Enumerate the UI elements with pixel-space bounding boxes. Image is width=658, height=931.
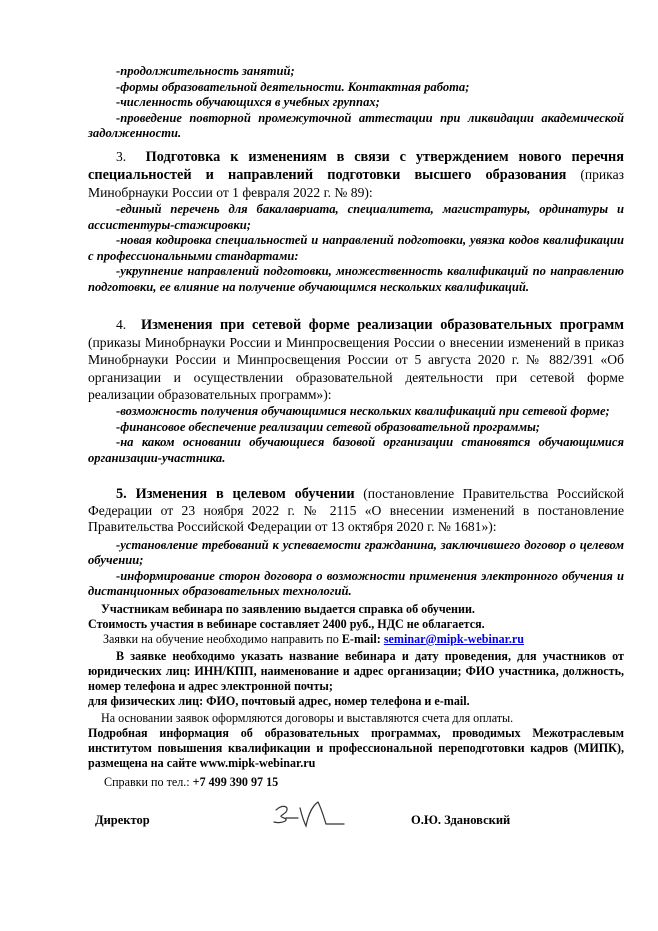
apply-prefix: Заявки на обучение необходимо направить по xyxy=(103,632,342,646)
list-item: -информирование сторон договора о возможности применения электронного обучения и дистанционных образовательных технологий. xyxy=(88,568,624,598)
signature-stroke xyxy=(274,802,344,826)
section-4-note: (приказы Минобрнауки России и Минпросвещения России о внесении изменений в приказ Минобрнауки России и Минпросвещения России от 5 августа 2020 г. № 882/391 «Об организации и осуществлении образовательной деятельности при сетевой форме реализации образовательных программ»): xyxy=(88,335,624,402)
section-5-header xyxy=(88,486,624,536)
list-item: -возможность получения обучающимися нескольких квалификаций при сетевой форме; xyxy=(116,404,610,419)
section-3-heading: Подготовка к изменениям в связи с утверждением нового перечня специальностей и направлений подготовки высшего образования xyxy=(88,149,625,183)
section-5-heading: 5. Изменения в целевом обучении xyxy=(116,486,355,502)
section-3-note: (приказ Минобрнауки России от 1 февраля 2022 г. № 89): xyxy=(88,167,624,200)
section-4-heading: Изменения при сетевой форме реализации образовательных программ xyxy=(140,317,624,333)
list-item: -проведение повторной промежуточной аттестации при ликвидации академической задолженности. xyxy=(88,110,624,140)
signature-name: О.Ю. Здановский xyxy=(411,813,511,827)
footer-info xyxy=(88,602,624,790)
more-info: Подробная информация об образовательных программах, проводимых Межотраслевым институтом повышения квалификации и профессиональной переподготовки кадров (МИПК), размещена на сайте www.mipk-webinar.ru xyxy=(88,726,624,770)
phone-label: Справки по тел.: xyxy=(104,775,193,789)
list-item: -формы образовательной деятельности. Контактная работа; xyxy=(116,79,470,94)
list-item: -продолжительность занятий; xyxy=(116,64,295,78)
apply-line xyxy=(88,632,624,647)
top-list xyxy=(88,64,624,142)
application-requirements: В заявке необходимо указать название вебинара и дату проведения, для участников от юридических лиц: ИНН/КПП, наименование и адрес организации; ФИО участника, должность, номер телефона и адрес электронной почты; xyxy=(88,649,624,693)
list-item: -новая кодировка специальностей и направлений подготовки, увязка кодов квалификации с профессиональными стандартами: xyxy=(88,233,624,263)
section-5-note: (постановление Правительства Российской Федерации от 23 ноября 2022 г. № 2115 «О внесении изменений в постановление Правительства Российской Федерации от 13 октября 2020 г. № 1681»): xyxy=(88,486,624,534)
price-note: Стоимость участия в вебинаре составляет 2400 руб., НДС не облагается. xyxy=(88,617,485,631)
contracts-note: На основании заявок оформляются договоры и выставляются счета для оплаты. xyxy=(101,711,514,725)
signature-title: Директор xyxy=(95,813,150,827)
phone-line xyxy=(88,775,624,790)
section-3-number: 3. xyxy=(116,149,127,164)
certificate-note: Участникам вебинара по заявлению выдается справка об обучении. xyxy=(101,602,475,616)
section-3 xyxy=(88,148,624,295)
email-link[interactable]: seminar@mipk-webinar.ru xyxy=(383,632,524,646)
section-4-header xyxy=(88,316,624,403)
individual-requirements: для физических лиц: ФИО, почтовый адрес, номер телефона и e-mail. xyxy=(88,694,470,708)
list-item: -численность обучающихся в учебных группах; xyxy=(116,95,380,109)
phone-number: +7 499 390 97 15 xyxy=(192,775,279,789)
handwritten-signature xyxy=(268,796,354,836)
section-3-header xyxy=(88,148,624,201)
list-item: -на каком основании обучающиеся базовой организации становятся обучающимися организации-участника. xyxy=(88,435,624,465)
section-5 xyxy=(88,486,624,600)
list-item: -укрупнение направлений подготовки, множественность квалификаций по направлению подготовки, ее влияние на получение обучающимся нескольких квалификаций. xyxy=(88,264,624,294)
list-item: -финансовое обеспечение реализации сетевой образовательной программы; xyxy=(116,419,540,434)
list-item: -единый перечень для бакалавриата, специалитета, магистратуры, ординатуры и ассистентуры-стажировки; xyxy=(88,202,624,232)
section-4-number: 4. xyxy=(116,317,127,332)
section-4 xyxy=(88,316,624,466)
list-item: -установление требований к успеваемости гражданина, заключившего договор о целевом обучении; xyxy=(88,537,624,567)
email-label: E-mail: xyxy=(341,632,381,646)
